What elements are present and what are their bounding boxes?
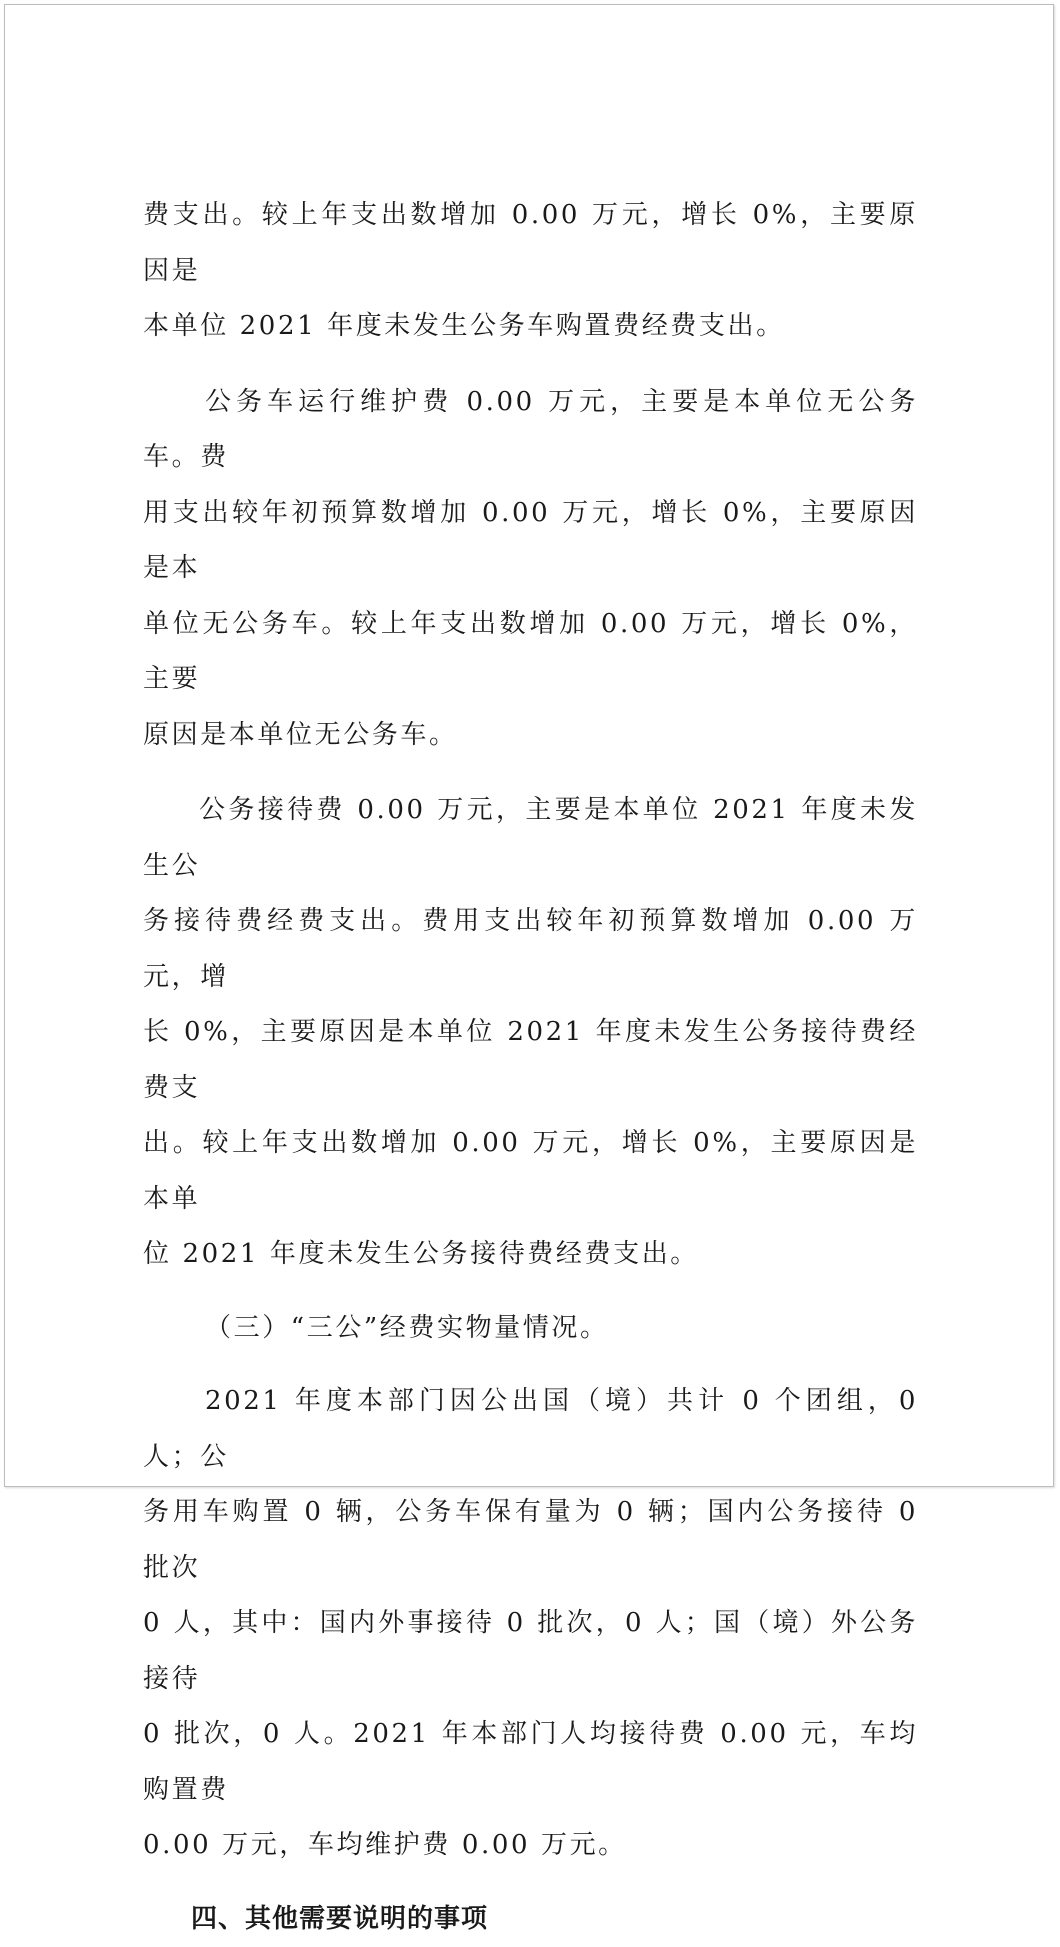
text-line: 原因是本单位无公务车。 <box>143 708 918 764</box>
paragraph-vehicle-maintenance <box>143 375 918 764</box>
text-line: 0.00 万元，车均维护费 0.00 万元。 <box>143 1818 918 1874</box>
text-line: 0 人，其中：国内外事接待 0 批次，0 人；国（境）外公务接待 <box>143 1596 918 1707</box>
text-line: 公务接待费 0.00 万元，主要是本单位 2021 年度未发生公 <box>143 783 918 894</box>
paragraph-quantity-details <box>143 1374 918 1874</box>
text-line: 费支出。较上年支出数增加 0.00 万元，增长 0%，主要原因是 <box>143 188 918 299</box>
paragraph-vehicle-purchase <box>143 188 918 355</box>
subheading-physical-quantity <box>143 1301 918 1357</box>
text-line: 务接待费经费支出。费用支出较年初预算数增加 0.00 万元，增 <box>143 894 918 1005</box>
text-line: 0 批次，0 人。2021 年本部门人均接待费 0.00 元，车均购置费 <box>143 1707 918 1818</box>
text-line: 出。较上年支出数增加 0.00 万元，增长 0%，主要原因是本单 <box>143 1116 918 1227</box>
text-line: （三）“三公”经费实物量情况。 <box>143 1301 918 1357</box>
text-line: 本单位 2021 年度未发生公务车购置费经费支出。 <box>143 299 918 355</box>
section-heading: 四、其他需要说明的事项 <box>143 1892 918 1947</box>
text-line: 长 0%，主要原因是本单位 2021 年度未发生公务接待费经费支 <box>143 1005 918 1116</box>
text-line: 单位无公务车。较上年支出数增加 0.00 万元，增长 0%，主要 <box>143 597 918 708</box>
text-line: 用支出较年初预算数增加 0.00 万元，增长 0%，主要原因是本 <box>143 486 918 597</box>
text-line: 2021 年度本部门因公出国（境）共计 0 个团组，0 人；公 <box>143 1374 918 1485</box>
text-line: 位 2021 年度未发生公务接待费经费支出。 <box>143 1227 918 1283</box>
text-line: 公务车运行维护费 0.00 万元，主要是本单位无公务车。费 <box>143 375 918 486</box>
text-line: 务用车购置 0 辆，公务车保有量为 0 辆；国内公务接待 0 批次 <box>143 1485 918 1596</box>
document-body <box>143 188 918 1947</box>
paragraph-reception <box>143 783 918 1283</box>
